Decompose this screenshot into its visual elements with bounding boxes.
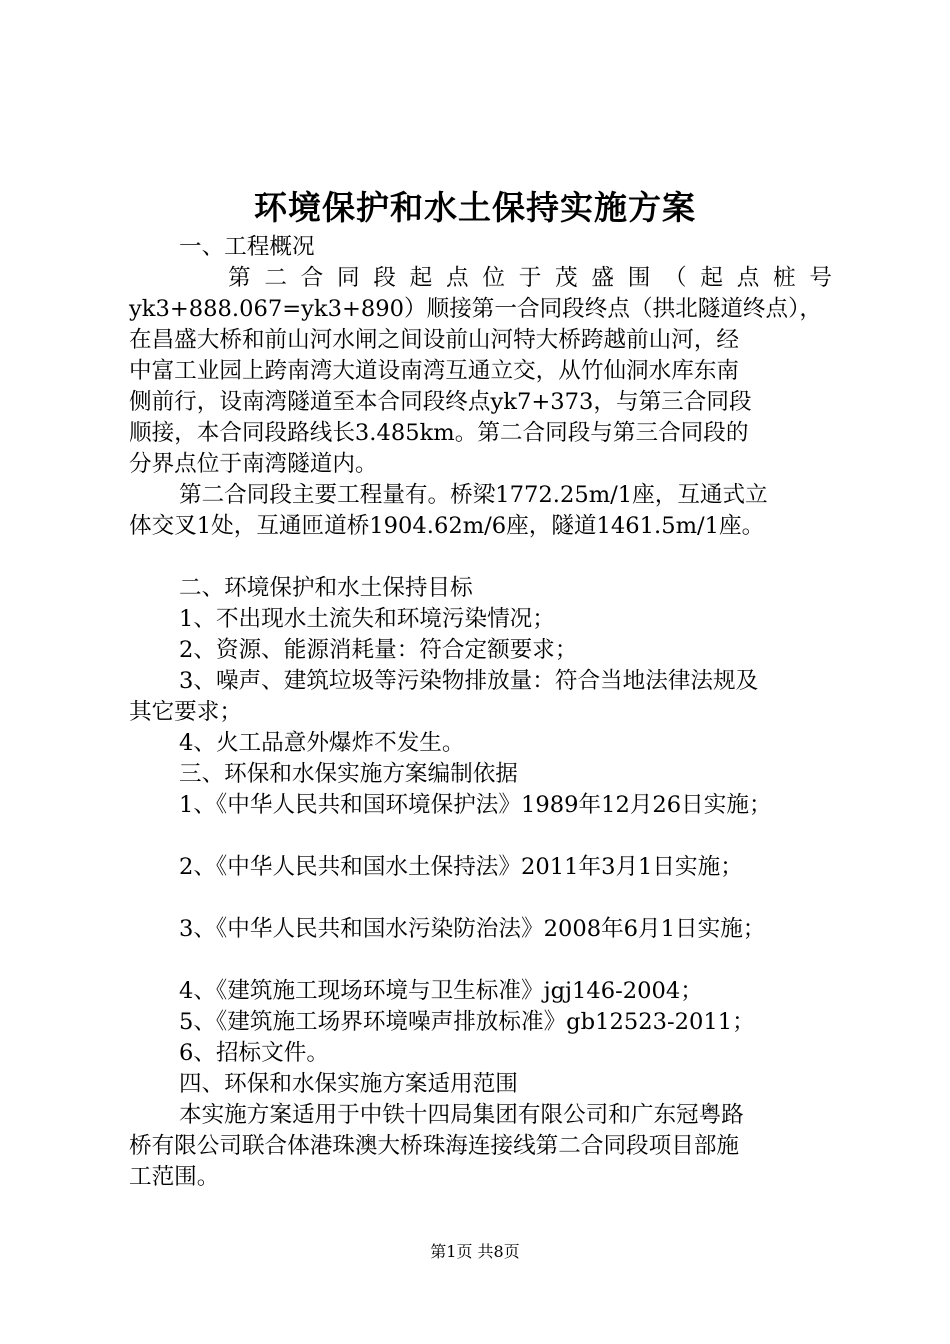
paragraph-line: 工范围。 <box>129 1164 220 1190</box>
list-item: 6、招标文件。 <box>179 1040 329 1066</box>
document-body <box>129 232 832 1193</box>
list-item: 1、《中华人民共和国环境保护法》1989年12月26日实施； <box>179 792 772 818</box>
list-item: 4、火工品意外爆炸不发生。 <box>179 730 465 756</box>
paragraph-line: 第二合同段主要工程量有。桥梁1772.25m/1座，互通式立 <box>179 482 768 508</box>
list-item: 3、噪声、建筑垃圾等污染物排放量：符合当地法律法规及 <box>179 668 759 694</box>
list-item: 5、《建筑施工场界环境噪声排放标准》gb12523-2011； <box>179 1009 755 1035</box>
blank-line <box>129 883 832 914</box>
paragraph-line: 体交叉1处，互通匝道桥1904.62m/6座，隧道1461.5m/1座。 <box>129 513 765 539</box>
list-item: 4、《建筑施工现场环境与卫生标准》jgj146-2004； <box>179 978 703 1004</box>
paragraph-line: 分界点位于南湾隧道内。 <box>129 451 378 477</box>
section-heading-2: 二、环境保护和水土保持目标 <box>179 575 473 601</box>
paragraph-line: 侧前行，设南湾隧道至本合同段终点yk7+373，与第三合同段 <box>129 389 752 415</box>
list-item: 2、《中华人民共和国水土保持法》2011年3月1日实施； <box>179 854 743 880</box>
list-item: 3、《中华人民共和国水污染防治法》2008年6月1日实施； <box>179 916 766 942</box>
blank-line <box>129 945 832 976</box>
paragraph-line: 第 二 合 同 段 起 点 位 于 茂 盛 围 （ 起 点 桩 号 <box>228 265 832 291</box>
section-heading-4: 四、环保和水保实施方案适用范围 <box>179 1071 518 1097</box>
blank-line <box>129 542 832 573</box>
paragraph-line: yk3+888.067=yk3+890）顺接第一合同段终点（拱北隧道终点）， <box>129 296 822 322</box>
paragraph-line: 桥有限公司联合体港珠澳大桥珠海连接线第二合同段项目部施 <box>129 1133 740 1159</box>
section-heading-1: 一、工程概况 <box>179 234 315 260</box>
section-heading-3: 三、环保和水保实施方案编制依据 <box>179 761 518 787</box>
paragraph-line: 在昌盛大桥和前山河水闸之间设前山河特大桥跨越前山河，经 <box>129 327 740 353</box>
paragraph-line: 顺接，本合同段路线长3.485km。第二合同段与第三合同段的 <box>129 420 749 446</box>
page-footer: 第1页 共8页 <box>430 1242 520 1261</box>
blank-line <box>129 821 832 852</box>
document-title: 环境保护和水土保持实施方案 <box>254 188 696 227</box>
paragraph-line: 本实施方案适用于中铁十四局集团有限公司和广东冠粤路 <box>179 1102 744 1128</box>
list-item-continuation: 其它要求； <box>129 699 242 725</box>
paragraph-line: 中富工业园上跨南湾大道设南湾互通立交，从竹仙洞水库东南 <box>129 358 740 384</box>
list-item: 1、不出现水土流失和环境污染情况； <box>179 606 555 632</box>
list-item: 2、资源、能源消耗量：符合定额要求； <box>179 637 578 663</box>
